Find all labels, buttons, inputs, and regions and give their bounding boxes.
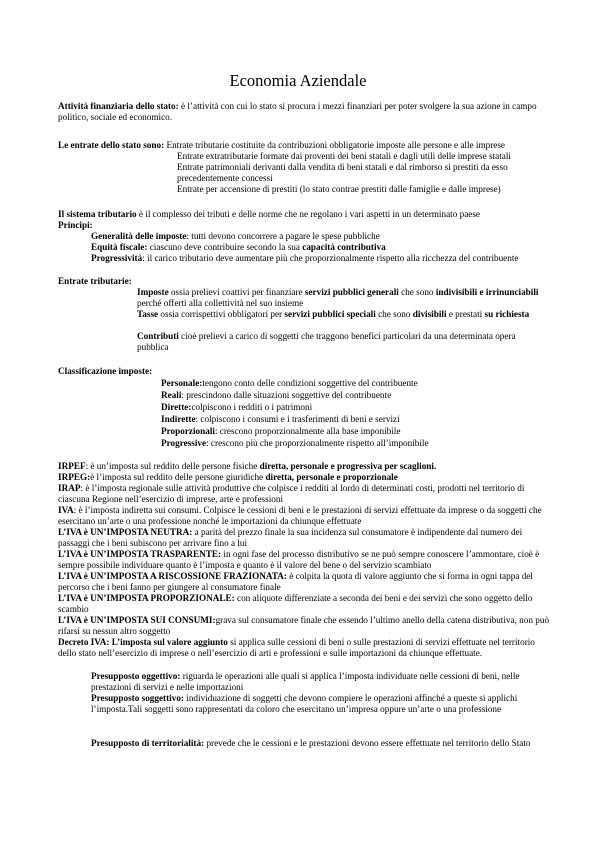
paragraph-iva-trasparente: L’IVA è UN’IMPOSTA TRASPARENTE: in ogni fase del processo distributivo se ne può sempre conoscere l’ammontare, cioè è sempre possibile individuare quanto è l’imposta e quanto è il valore del bene o del servizio scambiato xyxy=(58,549,540,571)
presupposto-soggettivo: Presupposto soggettivo: individuazione di soggetti che devono compiere le operazioni affinché a queste si applichi l’imposta.Tali soggetti sono rappresentati da coloro che esercitano un’impresa oppure un’arte o una professione xyxy=(91,693,518,715)
term-sistema: Il sistema tributario xyxy=(58,209,137,219)
heading-entrate-tributarie: Entrate tributarie: xyxy=(58,276,132,286)
principio-progressivita: Progressività: il carico tributario deve aumentare più che proporzionalmente rispetto alla ricchezza del contribuente xyxy=(91,253,519,263)
presupposto-territorialita: Presupposto di territorialità: prevede che le cessioni e le prestazioni devono essere effettuate nel territorio dello Stato xyxy=(91,738,531,748)
imposta-reali: Reali: prescindono dalle situazioni soggettive del contribuente xyxy=(161,390,392,400)
paragraph-iva-consumi: L’IVA è UN’IMPOSTA SUI CONSUMI:grava sul consumatore finale che essendo l’ultimo anello della catena distributiva, non può rifarsi su nessun altro soggetto xyxy=(58,615,550,637)
principio-equita: Equità fiscale: ciascuno deve contribuire secondo la sua capacità contributiva xyxy=(91,242,386,252)
paragraph-decreto-iva: Decreto IVA: L’imposta sul valore aggiunto si applica sulle cessioni di beni o sulle prestazioni di servizi effettuate nel territorio dello stato nell’esercizio di imprese o nell’esercizio di arti e professioni e sulle importazioni da chiunque effettuate. xyxy=(58,637,535,659)
paragraph-iva-neutra: L’IVA è UN’IMPOSTA NEUTRA: a parità del prezzo finale la sua incidenza sul consumatore è indipendente dal numero dei passaggi che i beni subiscono per arrivare fino a lui xyxy=(58,527,523,549)
imposta-indirette: Indirette: colpiscono i consumi e i trasferimenti di beni e servizi xyxy=(161,414,400,424)
entrate-item: Entrate per accensione di prestiti (lo stato contrae prestiti dalle famiglie e dalle imprese) xyxy=(177,184,501,194)
imposta-dirette: Dirette:colpiscono i redditi o i patrimoni xyxy=(161,402,313,412)
paragraph-iva-frazionata: L’IVA è UN’IMPOSTA A RISCOSSIONE FRAZIONATA: è colpita la quota di valore aggiunto che si forma in ogni tappa del percorso che i beni fanno per giungere al consumatore finale xyxy=(58,571,533,593)
entrata-imposte: Imposte ossia prelievi coattivi per finanziare servizi pubblici generali che sono indivisibili e irrinunciabili perché offerti alla collettività nel suo insieme xyxy=(137,287,539,309)
imposta-personale: Personale:tengono conto delle condizioni soggettive del contribuente xyxy=(161,378,418,388)
heading-classificazione: Classificazione imposte: xyxy=(58,366,153,376)
imposta-progressive: Progressive: crescono più che proporzionalmente rispetto all’imponibile xyxy=(161,438,429,448)
page-title: Economia Aziendale xyxy=(229,71,367,90)
entrate-item: Entrate extratributarie formate dai proventi dei beni statali e dagli utili delle imprese statali xyxy=(177,151,511,161)
paragraph-entrate-stato: Le entrate dello stato sono: Entrate tributarie costituite da contribuzioni obbligatorie imposte alle persone e alle imprese xyxy=(58,140,505,150)
paragraph-iva-proporzionale: L’IVA è UN’IMPOSTA PROPORZIONALE: con aliquote differenziate a seconda dei beni e dei servizi che sono oggetto dello scambio xyxy=(58,593,533,615)
presupposto-oggettivo: Presupposto oggettivo: riguarda le operazioni alle quali si applica l’imposta individuate nelle cessioni di beni, nelle prestazioni di servizi e nelle importazioni xyxy=(91,671,520,693)
paragraph-irpeg: IRPEG:è l’imposta sul reddito delle persone giuridiche diretta, personale e proporzionale xyxy=(58,472,398,482)
paragraph-irpef: IRPEF: è un’imposta sul reddito delle persone fisiche diretta, personale e progressiva per scaglioni. xyxy=(58,461,437,471)
term-attivita: Attività finanziaria dello stato: xyxy=(58,101,179,111)
paragraph-sistema-tributario: Il sistema tributario è il complesso dei tributi e delle norme che ne regolano i vari aspetti in un determinato paese xyxy=(58,209,481,219)
heading-principi: Principi: xyxy=(58,220,93,230)
entrata-contributi: Contributi cioè prelievi a carico di soggetti che traggono benefici particolari da una determinata opera pubblica xyxy=(137,331,516,353)
paragraph-iva: IVA: è l’imposta indiretta sui consumi. Colpisce le cessioni di beni e le prestazioni di servizi effettuate da imprese o da soggetti che esercitano un’arte o una professione nonché le importazioni da chiunque effettuate xyxy=(58,505,542,527)
term-entrate: Le entrate dello stato sono: xyxy=(58,140,165,150)
imposta-proporzionali: Proporzionali: crescono proporzionalmente alla base imponibile xyxy=(161,426,401,436)
principio-generalita: Generalità delle imposte: tutti devono concorrere a pagare le spese pubbliche xyxy=(91,231,380,241)
paragraph-irap: IRAP: è l’imposta regionale sulle attività produttive che colpisce i redditi al lordo di determinati costi, prodotti nel territorio di ciascuna Regione nell’esercizio di imprese, arte e professioni xyxy=(58,483,525,505)
entrate-item: Entrate patrimoniali derivanti dalla vendita di beni statali e dal rimborso si prestiti da esso precedentemente concessi xyxy=(177,162,508,184)
entrata-tasse: Tasse ossia corrispettivi obbligatori per servizi pubblici speciali che sono divisibili e prestati su richiesta xyxy=(137,309,530,319)
paragraph-attivita-finanziaria: Attività finanziaria dello stato: è l’attività con cui lo stato si procura i mezzi finanziari per poter svolgere la sua azione in campo politico, sociale ed economico. xyxy=(58,101,537,123)
